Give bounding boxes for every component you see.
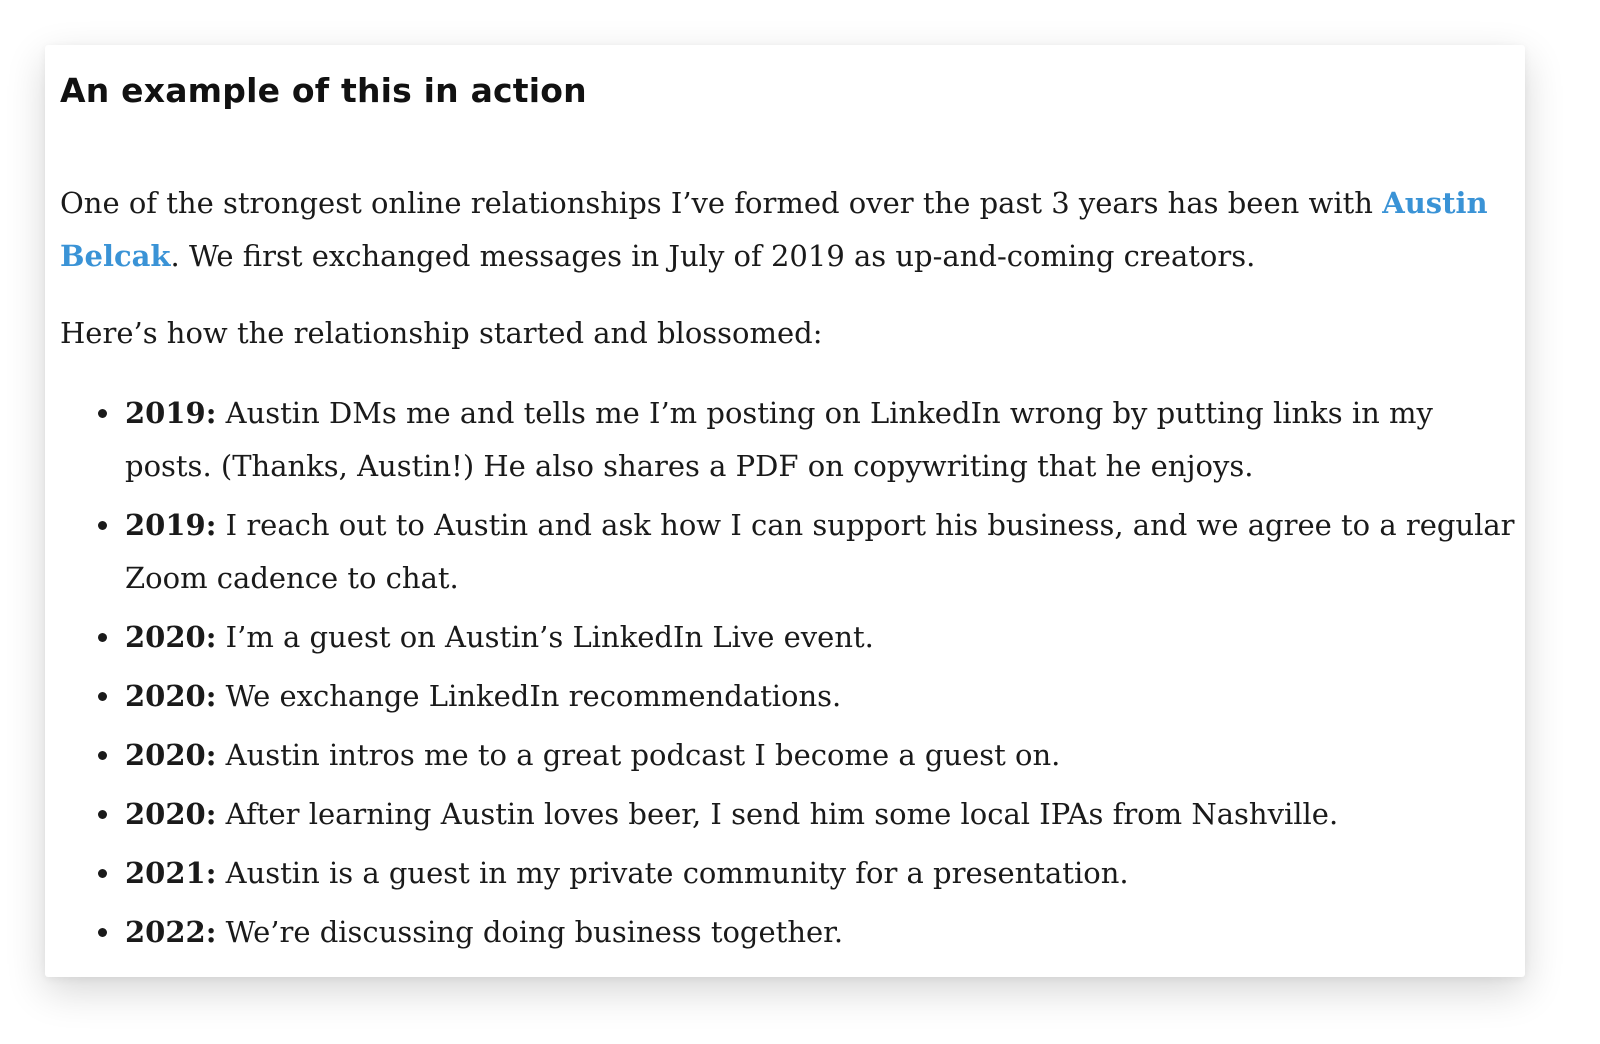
timeline-year: 2020:	[125, 620, 217, 654]
bullet-icon	[98, 810, 107, 819]
bullet-icon	[98, 692, 107, 701]
timeline-text: Austin is a guest in my private community for a presentation.	[216, 856, 1129, 890]
timeline-year: 2019:	[125, 396, 217, 430]
article-content	[60, 45, 1515, 965]
timeline-text: Austin intros me to a great podcast I become a guest on.	[216, 738, 1061, 772]
austin-belcak-link[interactable]: Austin Belcak	[60, 186, 1488, 273]
timeline-text: I reach out to Austin and ask how I can support his business, and we agree to a regular Zoom cadence to chat.	[125, 508, 1515, 595]
list-item	[125, 729, 1520, 782]
timeline-year: 2020:	[125, 738, 217, 772]
timeline-text: Austin DMs me and tells me I’m posting on LinkedIn wrong by putting links in my posts. (Thanks, Austin!) He also shares a PDF on copywriting that he enjoys.	[125, 396, 1433, 483]
bullet-icon	[98, 409, 107, 418]
bullet-icon	[98, 751, 107, 760]
bullet-icon	[98, 869, 107, 878]
bullet-icon	[98, 928, 107, 937]
list-item	[125, 788, 1520, 841]
timeline-year: 2019:	[125, 508, 217, 542]
bullet-icon	[98, 521, 107, 530]
list-item	[125, 670, 1520, 723]
lead-in-paragraph: Here’s how the relationship started and blossomed:	[60, 316, 823, 350]
timeline-year: 2021:	[125, 856, 217, 890]
timeline-year: 2020:	[125, 679, 217, 713]
timeline-text: After learning Austin loves beer, I send him some local IPAs from Nashville.	[216, 797, 1339, 831]
list-item	[125, 611, 1520, 664]
timeline-year: 2020:	[125, 797, 217, 831]
intro-text-before: One of the strongest online relationships I’ve formed over the past 3 years has been with	[60, 186, 1383, 220]
section-heading: An example of this in action	[60, 71, 587, 110]
timeline-list	[60, 387, 1520, 959]
intro-text-after: . We first exchanged messages in July of 2019 as up-and-coming creators.	[170, 239, 1256, 273]
timeline-text: We exchange LinkedIn recommendations.	[216, 679, 842, 713]
timeline-text: I’m a guest on Austin’s LinkedIn Live event.	[216, 620, 874, 654]
timeline-year: 2022:	[125, 915, 217, 949]
list-item	[125, 499, 1520, 605]
intro-paragraph	[60, 177, 1510, 283]
list-item	[125, 847, 1520, 900]
list-item	[125, 387, 1520, 493]
bullet-icon	[98, 633, 107, 642]
timeline-text: We’re discussing doing business together.	[216, 915, 844, 949]
list-item	[125, 906, 1520, 959]
article-card	[45, 45, 1525, 977]
